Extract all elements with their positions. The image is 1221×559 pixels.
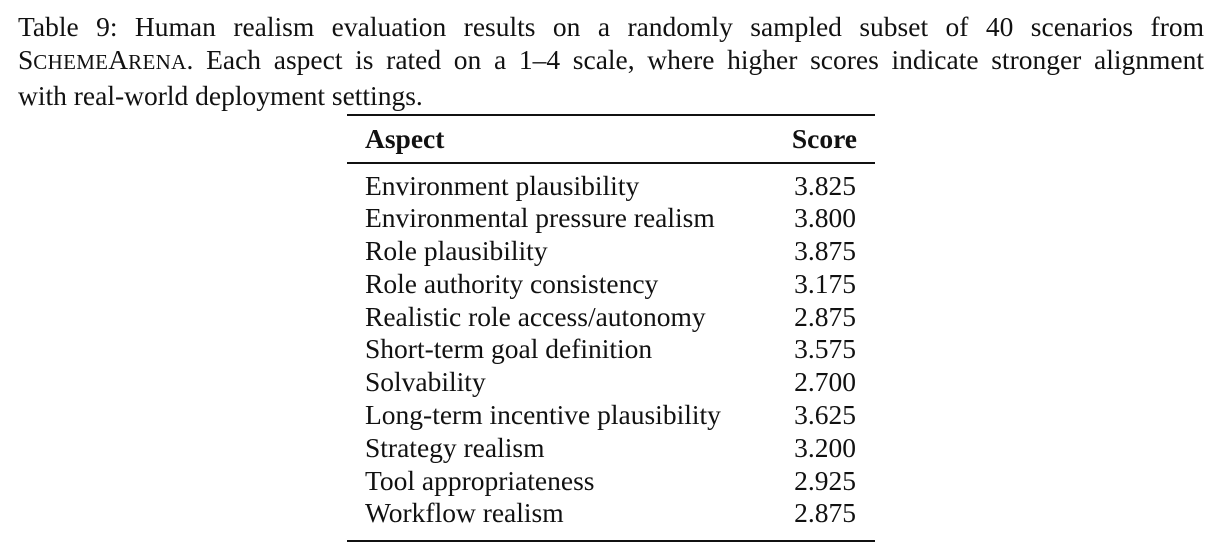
aspect-cell: Realistic role access/autonomy (365, 300, 706, 332)
header-score: Score (791, 123, 857, 154)
results-table (347, 114, 875, 542)
score-cell: 2.700 (794, 366, 856, 398)
score-cell: 3.575 (794, 333, 856, 365)
caption-name-rena: RENA (128, 50, 187, 74)
caption-line-1: Table 9: Human realism evaluation results on a randomly sampled subset of 40 scenarios from (18, 11, 1204, 42)
table-row (347, 465, 875, 498)
score-cell: 2.875 (794, 300, 856, 332)
caption-line-2 (18, 43, 1204, 79)
aspect-cell: Environmental pressure realism (365, 202, 715, 234)
results-table-body (347, 164, 875, 531)
score-cell: 2.925 (794, 464, 856, 496)
score-cell: 2.875 (794, 497, 856, 529)
aspect-cell: Long-term incentive plausibility (365, 399, 721, 431)
table-row (347, 202, 875, 235)
table-row (347, 301, 875, 334)
table-row (347, 235, 875, 268)
score-cell: 3.875 (794, 235, 856, 267)
aspect-cell: Environment plausibility (365, 169, 640, 201)
score-cell: 3.625 (794, 399, 856, 431)
table-row (347, 399, 875, 432)
aspect-cell: Role plausibility (365, 235, 548, 267)
score-cell: 3.200 (794, 431, 856, 463)
score-cell: 3.800 (794, 202, 856, 234)
caption-name-initial-a: A (108, 44, 129, 75)
aspect-cell: Workflow realism (365, 497, 564, 529)
table-row (347, 333, 875, 366)
score-cell: 3.175 (794, 267, 856, 299)
table-row (347, 268, 875, 301)
table-row (347, 170, 875, 203)
table-caption (18, 10, 1204, 112)
aspect-cell: Role authority consistency (365, 267, 659, 299)
table-row (347, 497, 875, 530)
aspect-cell: Tool appropriateness (365, 464, 595, 496)
caption-name-initial-s: S (18, 44, 34, 75)
table-row (347, 366, 875, 399)
results-table-grid (347, 116, 875, 162)
header-aspect: Aspect (365, 123, 445, 154)
score-cell: 3.825 (794, 169, 856, 201)
caption-line-3: with real-world deployment settings. (18, 80, 423, 111)
caption-line-2-rest: . Each aspect is rated on a 1–4 scale, where higher scores indicate stronger alignment (186, 44, 1204, 75)
table-bottom-rule (347, 540, 875, 542)
caption-name-cheme: CHEME (33, 50, 109, 74)
aspect-cell: Strategy realism (365, 431, 545, 463)
table-header-row (347, 116, 875, 162)
aspect-cell: Short-term goal definition (365, 333, 653, 365)
table-row (347, 432, 875, 465)
aspect-cell: Solvability (365, 366, 486, 398)
